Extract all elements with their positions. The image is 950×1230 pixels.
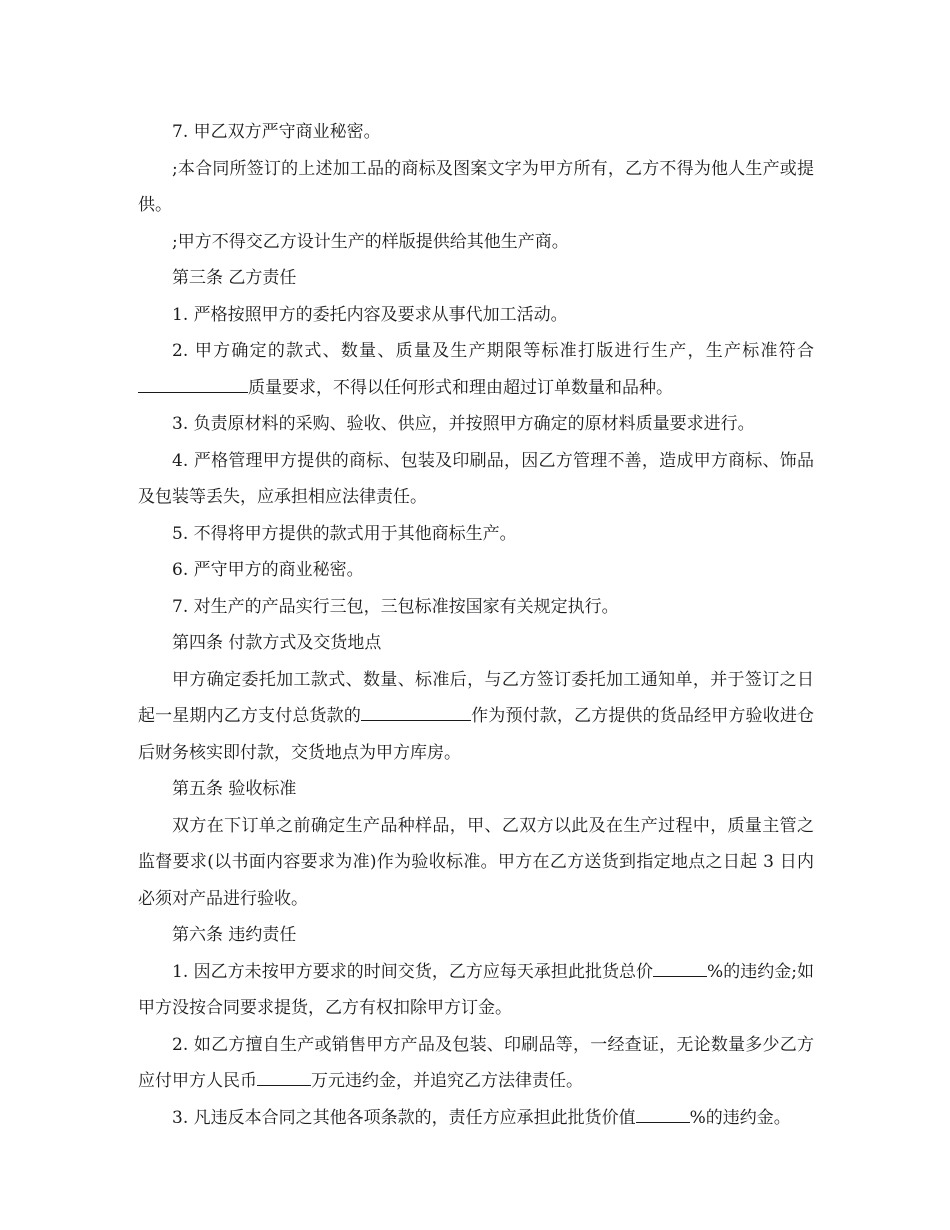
fill-in-blank[interactable] <box>361 703 471 721</box>
article-3-item-7: 7. 对生产的产品实行三包，三包标准按国家有关规定执行。 <box>172 596 619 617</box>
section-heading-article-5: 第五条 验收标准 <box>172 779 297 799</box>
trademark-ownership-clause: ;本合同所签订的上述加工品的商标及图案文字为甲方所有，乙方不得为他人生产或提供。 <box>138 158 814 215</box>
article-3-item-6: 6. 严守甲方的商业秘密。 <box>172 560 364 580</box>
section-heading-article-4: 第四条 付款方式及交货地点 <box>172 633 382 653</box>
article-3-item-1: 1. 严格按照甲方的委托内容及要求从事代加工活动。 <box>172 304 568 325</box>
fill-in-blank[interactable] <box>257 1068 311 1086</box>
clause-7-confidentiality: 7. 甲乙双方严守商业秘密。 <box>172 122 381 142</box>
contract-body <box>138 114 814 1136</box>
article-5-acceptance-standard: 双方在下订单之前确定生产品种样品，甲、乙双方以此及在生产过程中，质量主管之监督要求(以书面内容要求为准)作为验收标准。甲方在乙方送货到指定地点之日起 3 日内必须对产品进行验收。 <box>138 815 814 909</box>
article-3-item-2: 2. 甲方确定的款式、数量、质量及生产期限等标准打版进行生产，生产标准符合质量要求，不得以任何形式和理由超过订单数量和品种。 <box>138 333 814 406</box>
article-3-item-3: 3. 负责原材料的采购、验收、供应，并按照甲方确定的原材料质量要求进行。 <box>172 414 755 434</box>
article-6-item-1: 1. 因乙方未按甲方要求的时间交货，乙方应每天承担此批货总价 %的违约金;如甲方没按合同要求提货，乙方有权扣除甲方订金。 <box>138 954 814 1027</box>
fill-in-blank[interactable] <box>138 375 248 393</box>
fill-in-blank[interactable] <box>653 959 707 977</box>
sample-restriction-clause: ;甲方不得交乙方设计生产的样版提供给其他生产商。 <box>172 231 569 252</box>
fill-in-blank[interactable] <box>636 1105 690 1123</box>
article-4-payment-terms: 甲方确定委托加工款式、数量、标准后，与乙方签订委托加工通知单，并于签订之日起一星期内乙方支付总货款的 作为预付款，乙方提供的货品经甲方验收进仓后财务核实即付款，交货地点为甲方库房。 <box>138 669 815 763</box>
article-3-item-5: 5. 不得将甲方提供的款式用于其他商标生产。 <box>172 523 517 544</box>
section-heading-article-6: 第六条 违约责任 <box>172 925 297 945</box>
article-6-item-3: 3. 凡违反本合同之其他各项条款的，责任方应承担此批货价值 %的违约金。 <box>138 1100 814 1137</box>
article-6-item-2: 2. 如乙方擅自生产或销售甲方产品及包装、印刷品等，一经查证，无论数量多少乙方应付甲方人民币 万元违约金，并追究乙方法律责任。 <box>138 1034 814 1091</box>
section-heading-article-3: 第三条 乙方责任 <box>172 268 297 288</box>
article-3-item-4: 4. 严格管理甲方提供的商标、包装及印刷品，因乙方管理不善，造成甲方商标、饰品及包装等丢失，应承担相应法律责任。 <box>138 450 814 507</box>
